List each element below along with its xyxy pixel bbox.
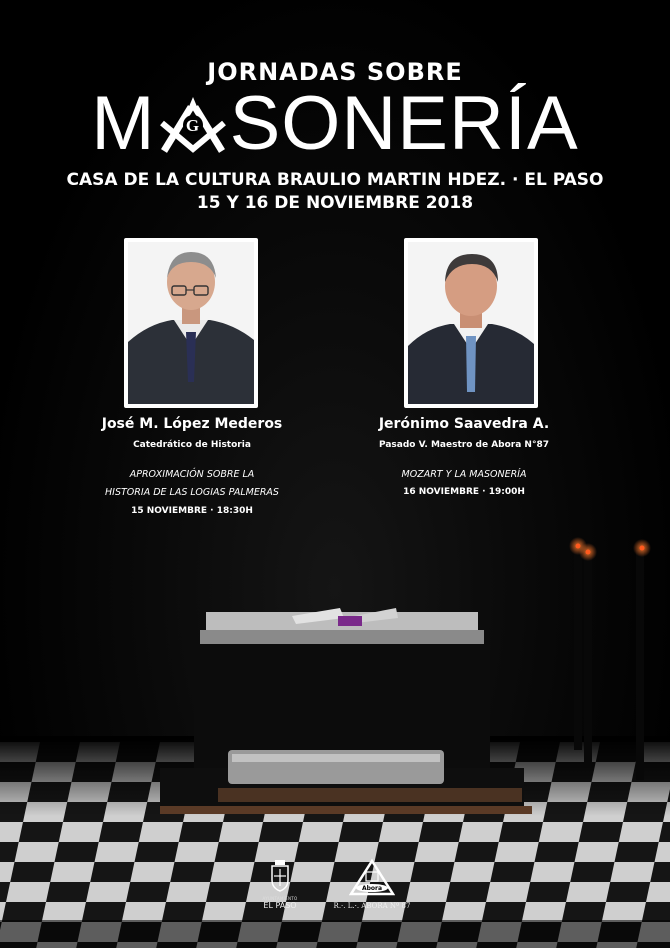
date-line: 15 Y 16 DE NOVIEMBRE 2018	[196, 193, 474, 213]
elpaso-logo-small-text: AYUNTAMIENTO	[262, 896, 298, 901]
portrait-man-suit-icon	[408, 242, 534, 404]
poster-pretitle: JORNADAS SOBRE	[207, 58, 463, 86]
elpaso-logo-text: EL PASO	[263, 901, 297, 910]
coat-of-arms-icon	[267, 858, 293, 892]
square-compass-icon	[158, 93, 228, 155]
venue-line: CASA DE LA CULTURA BRAULIO MARTIN HDEZ. · EL PASO	[66, 170, 604, 190]
speaker-1-talk-line-1: APROXIMACIÓN SOBRE LA	[129, 469, 255, 480]
speaker-1-name: José M. López Mederos	[101, 416, 283, 432]
speaker-2-talk-line-1: MOZART Y LA MASONERÍA	[401, 469, 527, 480]
title-part-2: SONERÍA	[229, 81, 579, 166]
speaker-photo-2	[404, 238, 538, 408]
title-part-1: M	[91, 81, 156, 166]
lodge-triangle-icon	[349, 858, 395, 898]
speaker-1-role: Catedrático de Historia	[133, 440, 251, 450]
speaker-1-when: 15 NOVIEMBRE · 18:30H	[131, 506, 253, 516]
poster-title	[0, 81, 670, 166]
speaker-2-name: Jerónimo Saavedra A.	[378, 416, 550, 432]
speaker-1-talk	[52, 466, 332, 502]
emblem-letter: G	[185, 116, 200, 135]
abora-logo	[322, 858, 422, 910]
speaker-2-when: 16 NOVIEMBRE · 19:00H	[403, 487, 525, 497]
speaker-photo-1	[124, 238, 258, 408]
speaker-1-talk-line-2: HISTORIA DE LAS LOGIAS PALMERAS	[105, 487, 279, 498]
speaker-2-role: Pasado V. Maestro de Abora N°87	[379, 440, 549, 450]
abora-logo-text: R.·. L.·. ABORA Nº 87	[333, 902, 411, 910]
elpaso-logo	[250, 858, 310, 910]
abora-emblem-text: Abora	[361, 885, 383, 892]
speaker-2-talk	[324, 466, 604, 484]
portrait-man-glasses-icon	[128, 242, 254, 404]
